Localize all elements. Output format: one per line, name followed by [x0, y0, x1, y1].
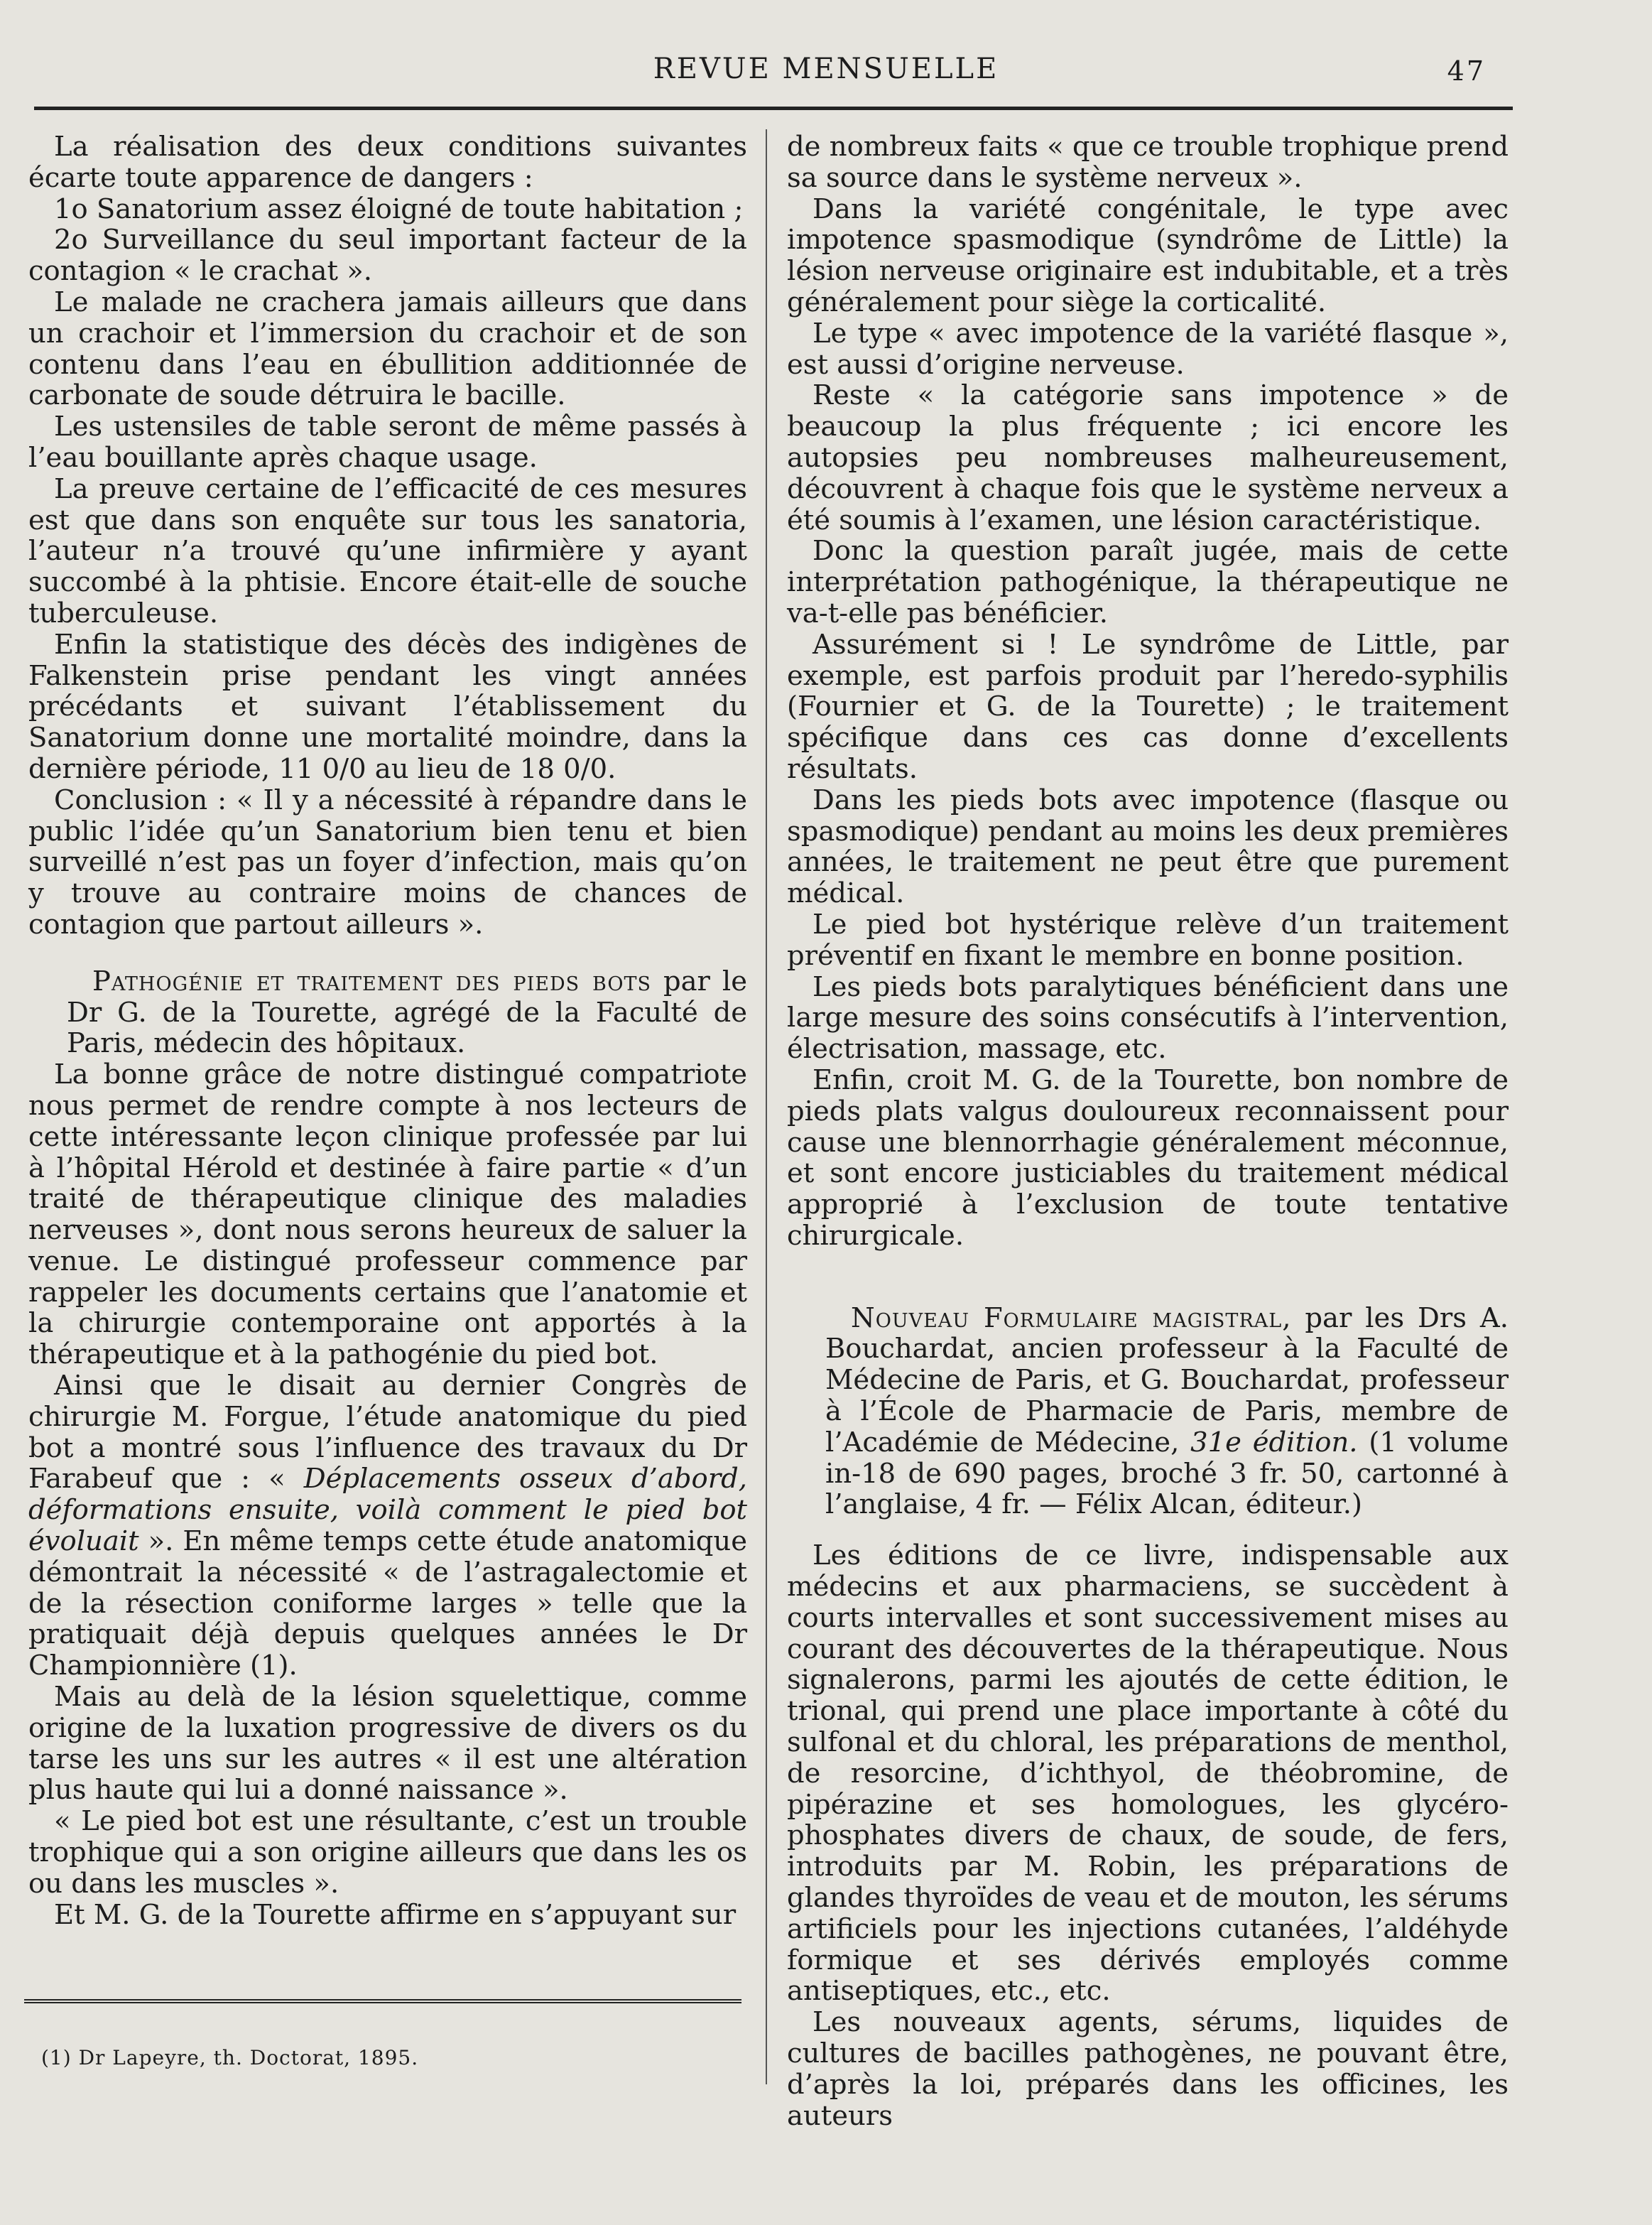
paragraph — [28, 1370, 747, 1682]
header-rule — [34, 107, 1513, 110]
paragraph: Les éditions de ce livre, indispensable aux médecins et aux pharmaciens, se succèdent à courts intervalles et sont successivement mises au courant des découvertes de la thérapeutique. Nous signalerons, parmi les ajoutés de cette édition, le trional, qui prend une place importante à côté du sulfonal et du chloral, les préparations de menthol, de resorcine, d’ichthyol, de théobromine, de pipérazine et ses homologues, les glycéro-phosphates divers de chaux, de soude, de fers, introduits par M. Robin, les préparations de glandes thyroïdes de veau et de mouton, les sérums artificiels pour les injections cutanées, l’aldéhyde formique et ses dérivés employés comme antiseptiques, etc., etc. — [787, 1539, 1509, 2008]
paragraph: Le type « avec impotence de la variété flasque », est aussi d’origine nerveuse. — [787, 317, 1509, 381]
column-divider — [766, 129, 767, 2084]
paragraph: Et M. G. de la Tourette affirme en s’appuyant sur — [54, 1898, 737, 1931]
paragraph: « Le pied bot est une résultante, c’est un trouble trophique qui a son origine ailleurs que dans les os ou dans les muscles ». — [28, 1805, 747, 1900]
quoted-phrase: Déplacements osseux d’abord, déformations ensuite, voilà comment le pied bot évoluait — [28, 1463, 748, 1558]
review-title: Pathogénie et traitement des pieds bots — [92, 965, 652, 997]
paragraph: Mais au delà de la lésion squelettique, comme origine de la luxation progressive de divers os du tarse les uns sur les autres « il est une altération plus haute qui lui a donné naissance ». — [28, 1681, 747, 1807]
review-edition: 31e édition. — [1190, 1426, 1358, 1458]
review-heading — [787, 1303, 1509, 1521]
paragraph: Les nouveaux agents, sérums, liquides de cultures de bacilles pathogènes, ne pouvant être, d’après la loi, préparés dans les officines, les auteurs — [787, 2006, 1509, 2132]
paragraph: Enfin, croit M. G. de la Tourette, bon nombre de pieds plats valgus douloureux reconnaissent pour cause une blennorrhagie généralement méconnue, et sont encore justiciables du traitement médical approprié à l’exclusion de toute tentative chirurgicale. — [787, 1063, 1509, 1252]
paragraph-text: ». En même temps cette étude anatomique démontrait la nécessité « de l’astragalectomie et de la résection coniforme larges » telle que la pratiquait déjà depuis quelques années le Dr Championnière (1). — [28, 1525, 747, 1682]
review-title: Nouveau Formulaire magistral, — [851, 1301, 1292, 1334]
paragraph: La preuve certaine de l’efficacité de ces mesures est que dans son enquête sur tous les sanatoria, l’auteur n’a trouvé qu’une infirmière y ayant succombé à la phtisie. Encore était-elle de souche tuberculeuse. — [28, 472, 747, 629]
right-column — [787, 131, 1509, 2132]
left-column — [28, 131, 747, 2092]
paragraph: Assurément si ! Le syndrôme de Little, par exemple, est parfois produit par l’heredo-syphilis (Fournier et G. de la Tourette) ; le traitement spécifique dans ces cas donne d’excellents résultats. — [787, 628, 1509, 785]
review-byline: par les Drs A. Bouchardat, ancien professeur à la Faculté de Médecine de Paris, et G. Bouchardat, professeur à l’École de Pharmacie de Paris, membre de l’Académie de Médecine, — [825, 1301, 1509, 1458]
paragraph: Le malade ne crachera jamais ailleurs que dans un crachoir et l’immersion du crachoir et de son contenu dans l’eau en ébullition additionnée de carbonate de soude détruira le bacille. — [28, 286, 747, 412]
paragraph: Donc la question paraît jugée, mais de cette interprétation pathogénique, la thérapeutique ne va-t-elle pas bénéficier. — [787, 535, 1509, 629]
paragraph: Le pied bot hystérique relève d’un traitement préventif en fixant le membre en bonne position. — [787, 908, 1509, 972]
review-byline: (1 volume in-18 de 690 pages, broché 3 fr. 50, cartonné à l’anglaise, 4 fr. — Félix Alcan, éditeur.) — [825, 1426, 1509, 1521]
paragraph-text: Ainsi que le disait au dernier Congrès de chirurgie M. Forgue, l’étude anatomique du pied bot a montré sous l’influence des travaux du Dr Farabeuf que : « — [28, 1370, 747, 1495]
paragraph: Enfin la statistique des décès des indigènes de Falkenstein prise pendant les vingt années précédants et suivant l’établissement du Sanatorium donne une mortalité moindre, dans la dernière période, 11 0/0 au lieu de 18 0/0. — [28, 628, 747, 785]
paragraph: Les ustensiles de table seront de même passés à l’eau bouillante après chaque usage. — [28, 411, 747, 474]
paragraph: Dans la variété congénitale, le type avec impotence spasmodique (syndrôme de Little) la lésion nerveuse originaire est indubitable, et a très généralement pour siège la corticalité. — [787, 193, 1509, 318]
paragraph: Reste « la catégorie sans impotence » de beaucoup la plus fréquente ; ici encore les autopsies peu nombreuses malheureusement, découvrent à chaque fois que le système nerveux a été soumis à l’examen, une lésion caractéristique. — [787, 379, 1509, 536]
review-heading — [28, 966, 747, 1059]
paragraph: 1o Sanatorium assez éloigné de toute habitation ; — [54, 193, 744, 225]
page-number: 47 — [1447, 55, 1486, 87]
paragraph: Les pieds bots paralytiques bénéficient dans une large mesure des soins consécutifs à l’intervention, électrisation, massage, etc. — [787, 970, 1509, 1066]
paragraph: La réalisation des deux conditions suivantes écarte toute apparence de dangers : — [28, 131, 747, 194]
paragraph: de nombreux faits « que ce trouble trophique prend sa source dans le système nerveux ». — [787, 131, 1509, 194]
journal-title: REVUE MENSUELLE — [653, 53, 999, 85]
running-header — [0, 53, 1652, 95]
review-byline: par le Dr G. de la Tourette, agrégé de la Faculté de Paris, médecin des hôpitaux. — [67, 965, 747, 1060]
paragraph: 2o Surveillance du seul important facteur de la contagion « le crachat ». — [28, 224, 747, 288]
paragraph: Conclusion : « Il y a nécessité à répandre dans le public l’idée qu’un Sanatorium bien tenu et bien surveillé n’est pas un foyer d’infection, mais qu’on y trouve au contraire moins de chances de contagion que partout ailleurs ». — [28, 784, 747, 941]
paragraph: La bonne grâce de notre distingué compatriote nous permet de rendre compte à nos lecteurs de cette intéressante leçon clinique professée par lui à l’hôpital Hérold et destinée à faire partie « d’un traité de thérapeutique clinique des maladies nerveuses », dont nous serons heureux de saluer la venue. Le distingué professeur commence par rappeler les documents certains que l’anatomie et la chirurgie contemporaine ont apportés à la thérapeutique et à la pathogénie du pied bot. — [28, 1059, 747, 1371]
paragraph: Dans les pieds bots avec impotence (flasque ou spasmodique) pendant au moins les deux premières années, le traitement ne peut être que purement médical. — [787, 784, 1509, 910]
footnote-rule — [24, 1999, 741, 2003]
footnote: (1) Dr Lapeyre, th. Doctorat, 1895. — [41, 2046, 419, 2069]
